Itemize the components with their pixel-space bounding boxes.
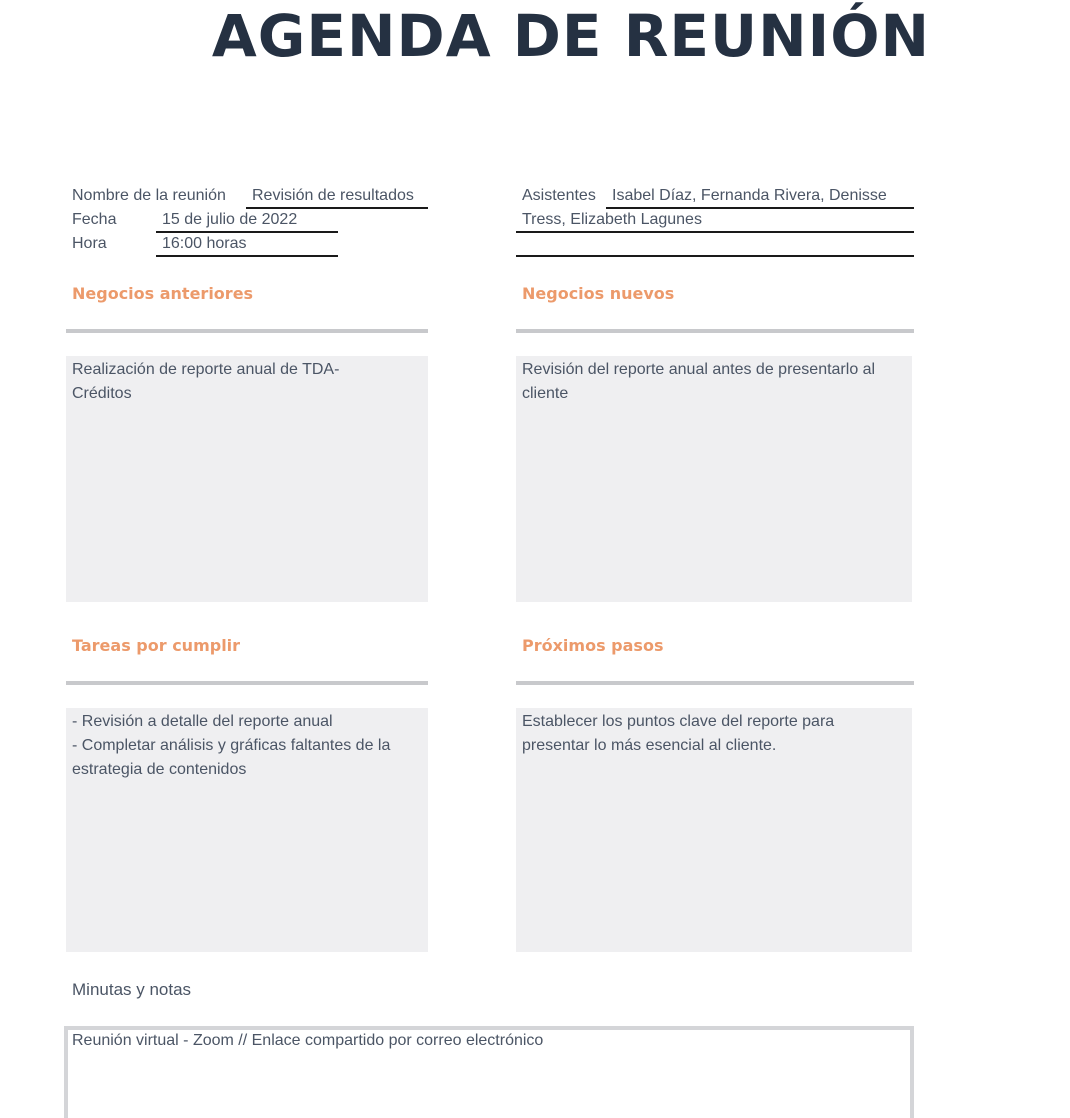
meeting-name-underline (246, 207, 428, 209)
date-value[interactable]: 15 de julio de 2022 (162, 211, 298, 228)
new-business-content[interactable]: Revisión del reporte anual antes de presentarlo al cliente (516, 356, 912, 602)
pending-tasks-content[interactable]: - Revisión a detalle del reporte anual - Completar análisis y gráficas faltantes de la estrategia de contenidos (66, 708, 428, 952)
next-steps-content[interactable]: Establecer los puntos clave del reporte para presentar lo más esencial al cliente. (516, 708, 912, 952)
date-label: Fecha (72, 211, 117, 228)
next-steps-rule (516, 681, 914, 685)
attendees-line-1[interactable]: Isabel Díaz, Fernanda Rivera, Denisse (612, 187, 887, 204)
time-underline (156, 255, 338, 257)
pending-tasks-rule (66, 681, 428, 685)
page-title: AGENDA DE REUNIÓN (211, 2, 931, 70)
attendees-underline-2 (516, 231, 914, 233)
previous-business-content[interactable]: Realización de reporte anual de TDA- Créditos (66, 356, 428, 602)
attendees-line-2[interactable]: Tress, Elizabeth Lagunes (522, 211, 702, 228)
attendees-underline-1 (606, 207, 914, 209)
time-value[interactable]: 16:00 horas (162, 235, 247, 252)
new-business-rule (516, 329, 914, 333)
date-underline (156, 231, 338, 233)
meeting-name-value[interactable]: Revisión de resultados (252, 187, 414, 204)
previous-business-title: Negocios anteriores (72, 284, 254, 303)
notes-label: Minutas y notas (72, 980, 192, 999)
time-label: Hora (72, 235, 107, 252)
new-business-title: Negocios nuevos (522, 284, 675, 303)
attendees-label: Asistentes (522, 187, 596, 204)
next-steps-title: Próximos pasos (522, 636, 664, 655)
notes-content: Reunión virtual - Zoom // Enlace compartido por correo electrónico (72, 1032, 544, 1049)
meeting-name-label: Nombre de la reunión (72, 187, 226, 204)
notes-textarea[interactable] (64, 1026, 914, 1118)
attendees-underline-3 (516, 255, 914, 257)
previous-business-rule (66, 329, 428, 333)
pending-tasks-title: Tareas por cumplir (72, 636, 241, 655)
